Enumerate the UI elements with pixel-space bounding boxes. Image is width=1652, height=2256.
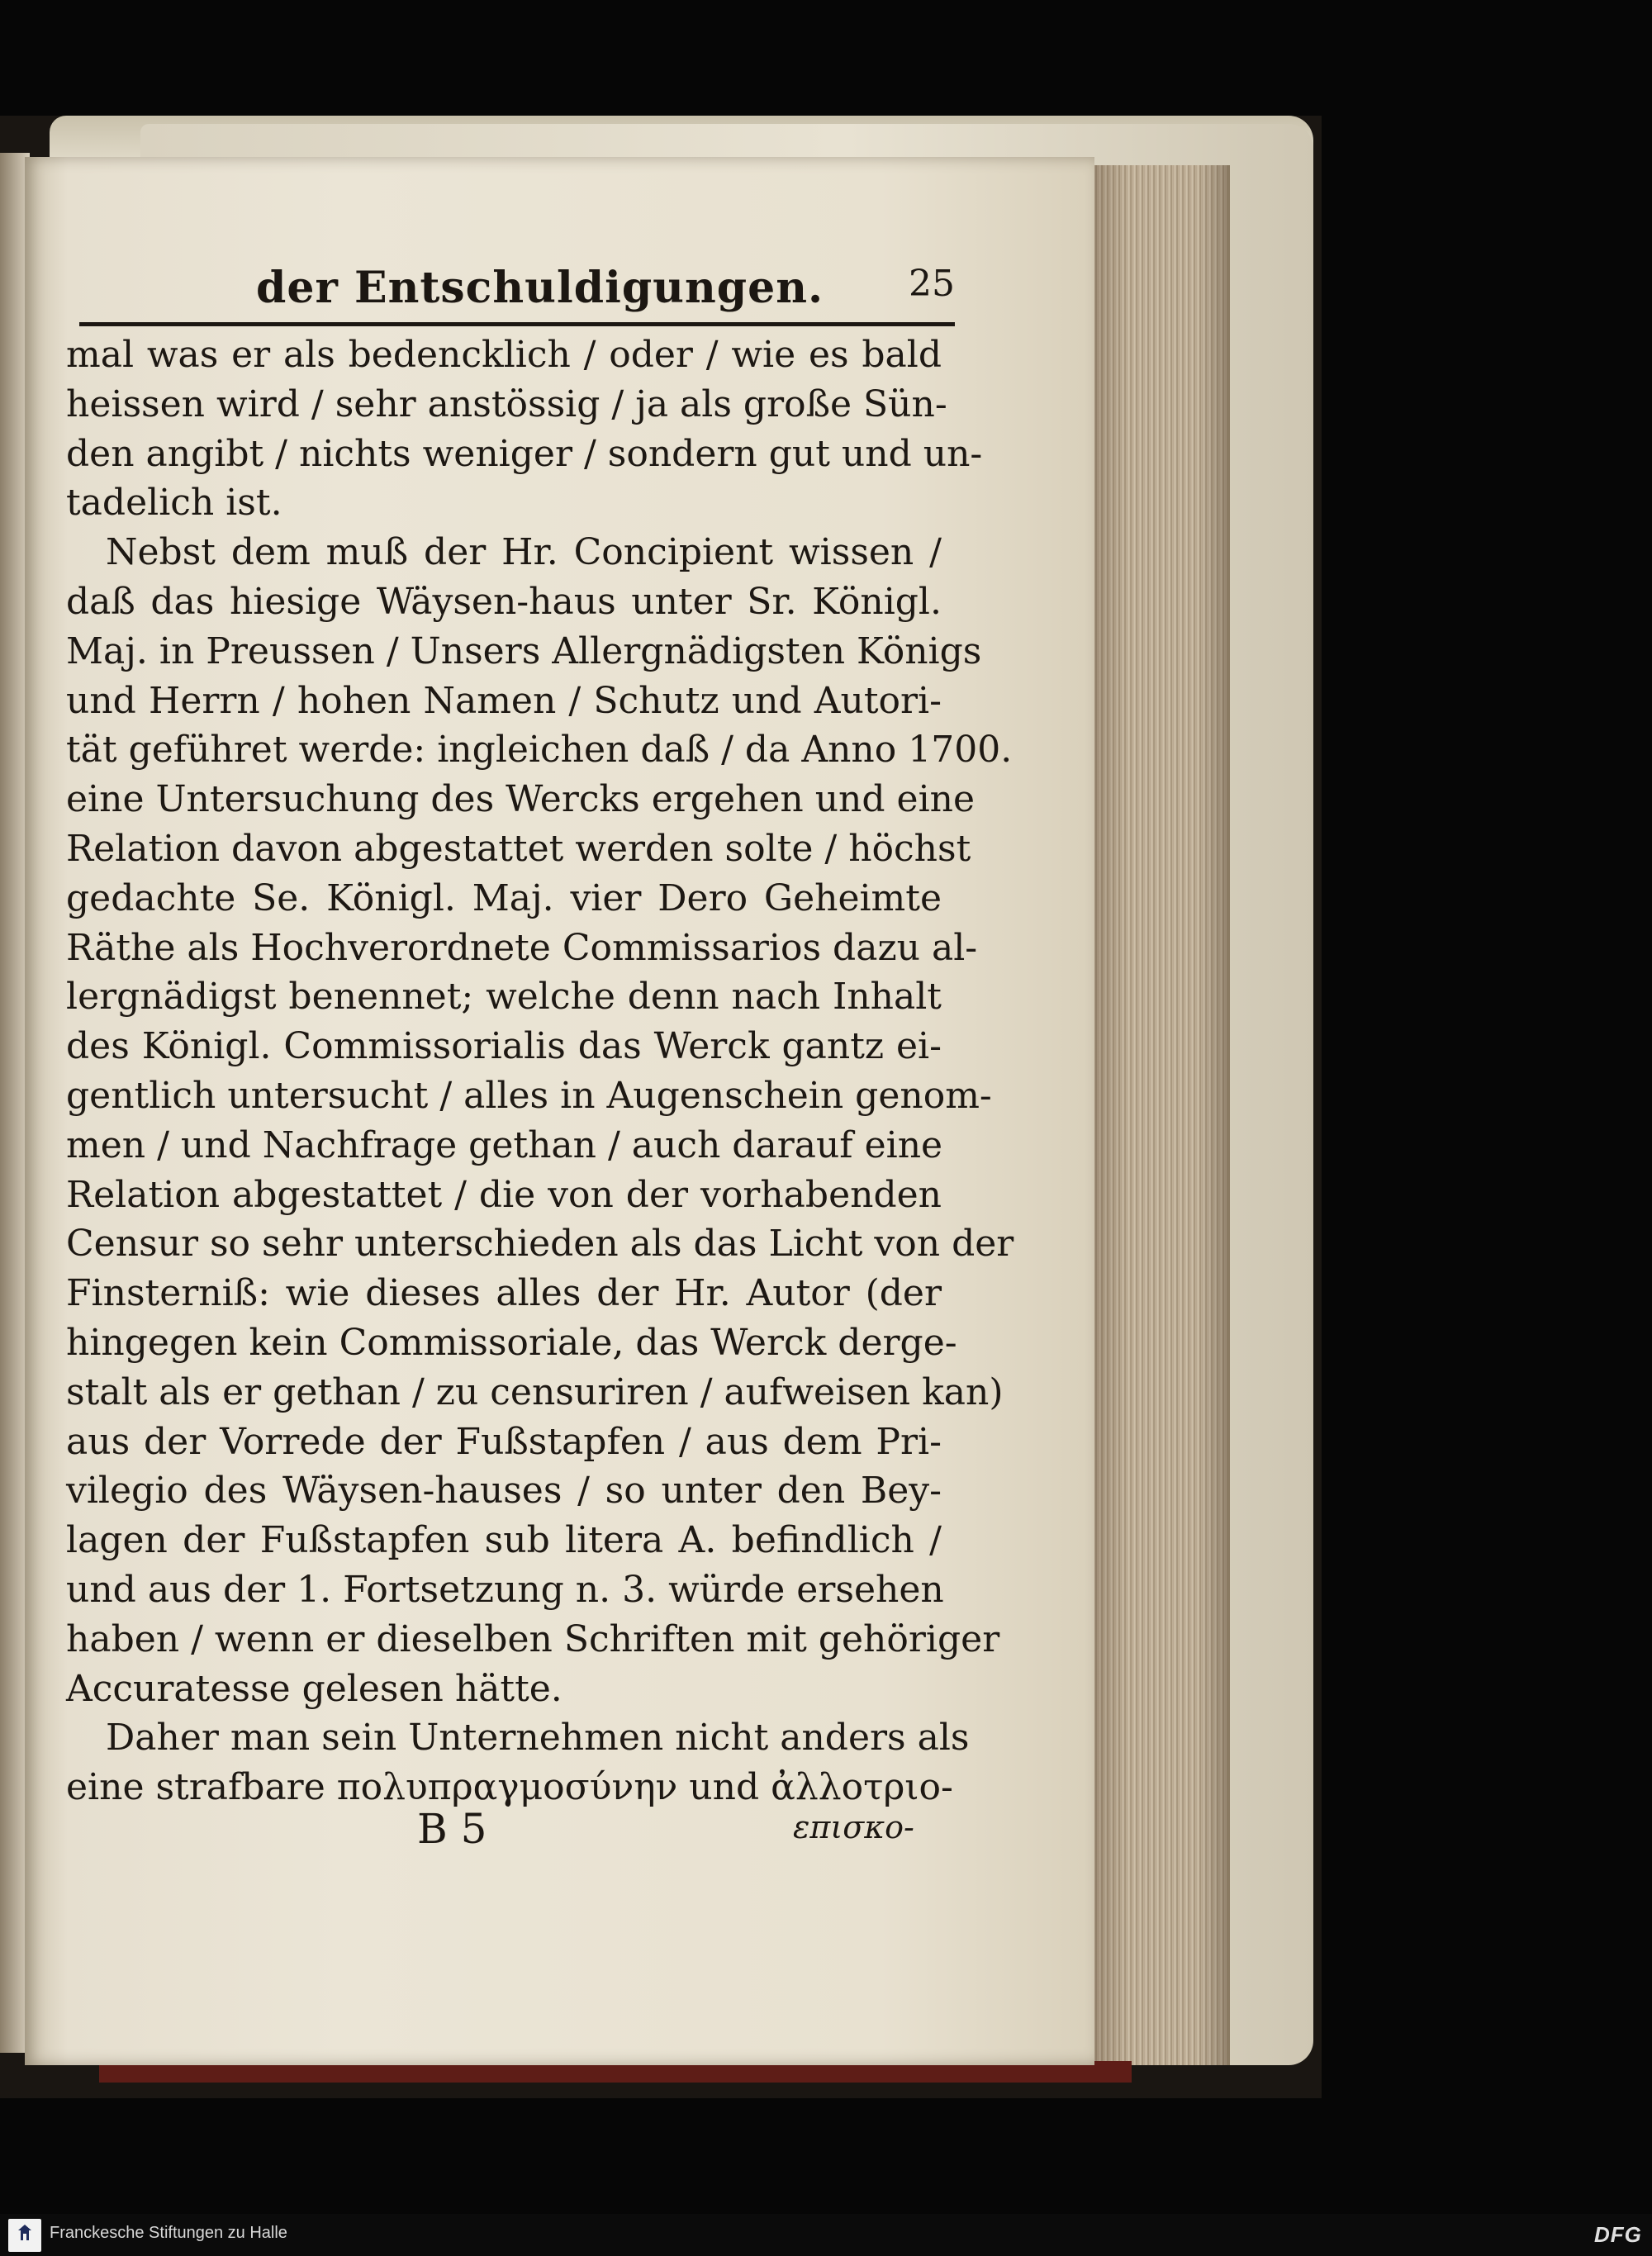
text-line: Relation abgestattet / die von der vorhabenden bbox=[66, 1173, 942, 1216]
text-line: daß das hiesige Wäysen-haus unter Sr. Königl. bbox=[66, 580, 942, 623]
page-block-shade bbox=[1086, 165, 1227, 2065]
running-title: der Entschuldigungen. bbox=[256, 263, 824, 313]
footer-institution[interactable]: Franckesche Stiftungen zu Halle bbox=[50, 2224, 287, 2242]
text-line: tät geführet werde: ingleichen daß / da Anno 1700. bbox=[66, 729, 1013, 772]
text-line: Censur so sehr unterschieden als das Licht von der bbox=[66, 1223, 1014, 1266]
text-line: hingegen kein Commissoriale, das Werck derge- bbox=[66, 1321, 957, 1364]
text-line: Finsterniß: wie dieses alles der Hr. Autor (der bbox=[66, 1272, 942, 1315]
text-line: Accuratesse gelesen hätte. bbox=[66, 1667, 563, 1710]
logo-icon bbox=[17, 2224, 33, 2242]
text-line: den angibt / nichts weniger / sondern gut und un- bbox=[66, 432, 983, 475]
text-line: Relation davon abgestattet werden solte / höchst bbox=[66, 827, 971, 870]
text-line: men / und Nachfrage gethan / auch darauf eine bbox=[66, 1123, 943, 1166]
text-line: vilegio des Wäysen-hauses / so unter den Bey- bbox=[66, 1470, 942, 1513]
body-text bbox=[66, 330, 1014, 1812]
text-line: lergnädigst benennet; welche denn nach Inhalt bbox=[66, 976, 942, 1019]
text-line: stalt als er gethan / zu censuriren / aufweisen kan) bbox=[66, 1370, 1004, 1413]
text-line: Räthe als Hochverordnete Commissarios dazu al- bbox=[66, 926, 978, 969]
text-line: Maj. in Preussen / Unsers Allergnädigsten Königs bbox=[66, 629, 982, 672]
text-line: heissen wird / sehr anstössig / ja als große Sün- bbox=[66, 382, 947, 425]
text-line: des Königl. Commissorialis das Werck gantz ei- bbox=[66, 1025, 942, 1068]
text-line: Daher man sein Unternehmen nicht anders als bbox=[106, 1717, 970, 1760]
text-line: gedachte Se. Königl. Maj. vier Dero Geheimte bbox=[66, 876, 942, 919]
page-number: 25 bbox=[909, 263, 955, 305]
text-line: tadelich ist. bbox=[66, 482, 282, 525]
signature-mark: B 5 bbox=[417, 1805, 487, 1853]
text-line: eine strafbare πολυπραγμοσύνην und ἀλλοτριο- bbox=[66, 1766, 953, 1809]
text-line: gentlich untersucht / alles in Augenschein genom- bbox=[66, 1074, 992, 1117]
text-line: eine Untersuchung des Wercks ergehen und eine bbox=[66, 778, 976, 821]
text-line: haben / wenn er dieselben Schriften mit gehöriger bbox=[66, 1617, 1000, 1660]
text-line: Nebst dem muß der Hr. Concipient wissen / bbox=[106, 531, 942, 574]
catchword: επισκο- bbox=[793, 1809, 914, 1845]
dfg-badge[interactable]: DFG bbox=[1594, 2222, 1642, 2247]
text-line: und Herrn / hohen Namen / Schutz und Autori- bbox=[66, 679, 942, 722]
text-line: aus der Vorrede der Fußstapfen / aus dem Pri- bbox=[66, 1420, 942, 1463]
header-rule bbox=[79, 322, 955, 326]
text-line: mal was er als bedencklich / oder / wie es bald bbox=[66, 334, 942, 376]
text-line: und aus der 1. Fortsetzung n. 3. würde ersehen bbox=[66, 1568, 944, 1611]
text-line: lagen der Fußstapfen sub litera A. befindlich / bbox=[66, 1519, 942, 1562]
